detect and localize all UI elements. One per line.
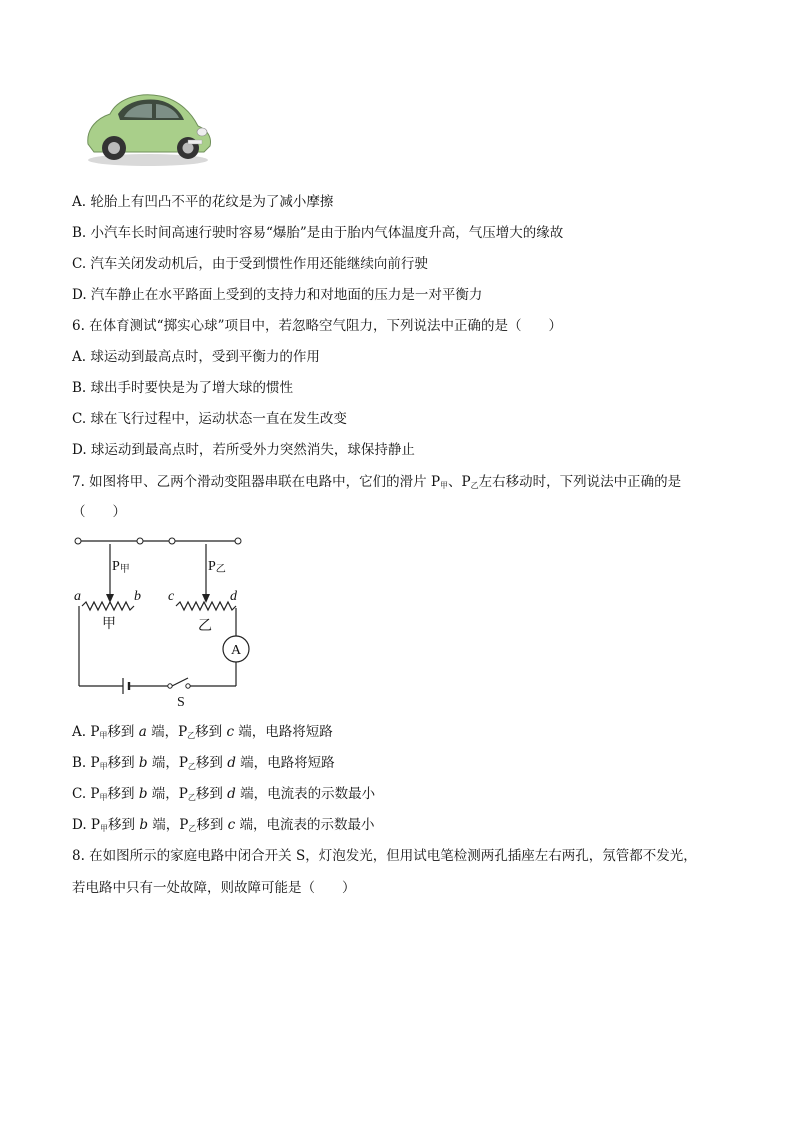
- q6-option-b: B. 球出手时要快是为了增大球的惯性: [72, 380, 294, 396]
- q6-option-d: D. 球运动到最高点时，若所受外力突然消失，球保持静止: [72, 442, 415, 458]
- q7-stem-bracket: （ ）: [72, 504, 126, 520]
- label-jia: 甲: [102, 617, 116, 632]
- terminal-c: c: [168, 589, 175, 604]
- q7-option-a: A. $P_甲$移到 a 端，$P_乙$移到 c 端，电路将短路: [72, 724, 333, 740]
- label-yi: 乙: [198, 619, 212, 634]
- q8-stem-line1: 8. 在如图所示的家庭电路中闭合开关 S，灯泡发光，但用试电笔检测两孔插座左右两孔，氖管都不发光，: [72, 848, 697, 864]
- q7-option-b: B. $P_甲$移到 b 端，$P_乙$移到 d 端，电路将短路: [72, 755, 335, 771]
- label-p-yi: P乙: [208, 559, 226, 575]
- q5-option-c: C. 汽车关闭发动机后，由于受到惯性作用还能继续向前行驶: [72, 256, 428, 272]
- q6-option-a: A. 球运动到最高点时，受到平衡力的作用: [72, 349, 320, 365]
- label-p-jia: P甲: [112, 559, 130, 575]
- q8-stem-line2: 若电路中只有一处故障，则故障可能是（ ）: [72, 880, 356, 896]
- terminal-d: d: [230, 589, 237, 604]
- switch-label: S: [177, 695, 185, 710]
- circuit-diagram: [66, 530, 256, 712]
- q5-option-a: A. 轮胎上有凹凸不平的花纹是为了减小摩擦: [72, 194, 334, 210]
- q5-option-b: B. 小汽车长时间高速行驶时容易“爆胎”是由于胎内气体温度升高，气压增大的缘故: [72, 225, 564, 241]
- q7-option-d: D. $P_甲$移到 b 端，$P_乙$移到 c 端，电流表的示数最小: [72, 817, 375, 833]
- car-image: [80, 88, 215, 168]
- q7-option-c: C. $P_甲$移到 b 端，$P_乙$移到 d 端，电流表的示数最小: [72, 786, 376, 802]
- q7-stem: 7. 如图将甲、乙两个滑动变阻器串联在电路中，它们的滑片 $P_甲$、$P_乙$左右移动时，下列说法中正确的是: [72, 474, 682, 490]
- q6-option-c: C. 球在飞行过程中，运动状态一直在发生改变: [72, 411, 347, 427]
- terminal-b: b: [134, 589, 141, 604]
- q6-stem: 6. 在体育测试“掷实心球”项目中，若忽略空气阻力，下列说法中正确的是（ ）: [72, 318, 562, 334]
- terminal-a: a: [74, 589, 81, 604]
- ammeter-label: A: [231, 643, 242, 658]
- q5-option-d: D. 汽车静止在水平路面上受到的支持力和对地面的压力是一对平衡力: [72, 287, 483, 303]
